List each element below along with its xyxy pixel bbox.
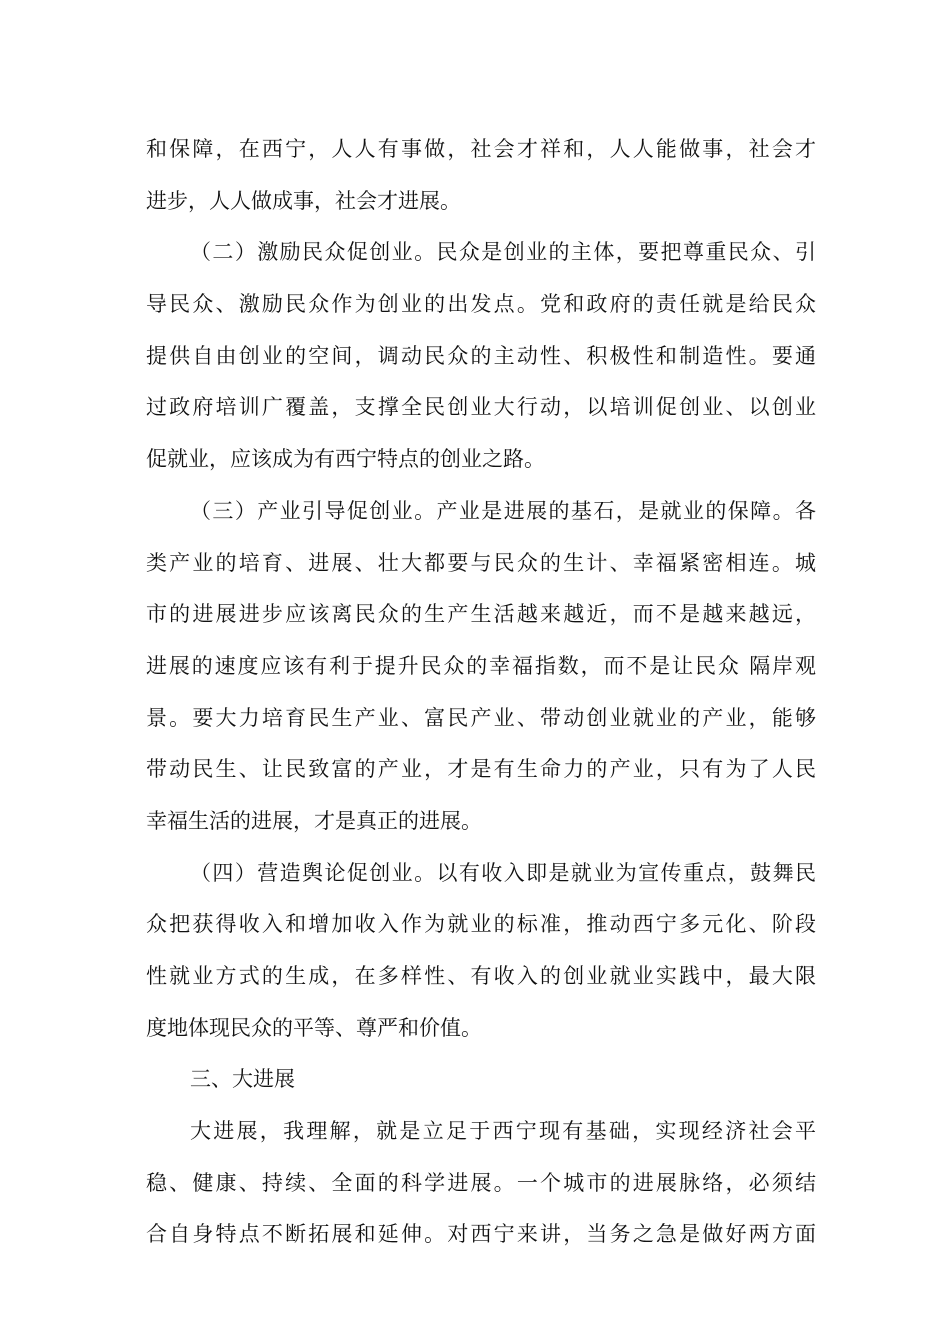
text-line: 类产业的培育、进展、壮大都要与民众的生计、幸福紧密相连。城: [146, 550, 816, 575]
text-line: 大进展，我理解，就是立足于西宁现有基础，实现经济社会平: [190, 1119, 816, 1144]
text-line: 稳、健康、持续、全面的科学进展。一个城市的进展脉络，必须结: [146, 1170, 816, 1195]
text-line: 景。要大力培育民生产业、富民产业、带动创业就业的产业，能够: [146, 705, 816, 730]
text-line: 和保障，在西宁，人人有事做，社会才祥和，人人能做事，社会才: [146, 137, 816, 161]
text-line: 众把获得收入和增加收入作为就业的标准，推动西宁多元化、阶段: [146, 912, 816, 937]
text-line: （三）产业引导促创业。产业是进展的基石，是就业的保障。各: [190, 498, 816, 523]
text-line: 性就业方式的生成，在多样性、有收入的创业就业实践中，最大限: [146, 964, 816, 988]
text-line: 度地体现民众的平等、尊严和价值。: [146, 1015, 482, 1040]
text-line: 促就业，应该成为有西宁特点的创业之路。: [146, 447, 545, 472]
text-line: （四）营造舆论促创业。以有收入即是就业为宣传重点，鼓舞民: [190, 860, 816, 885]
text-line: 提供自由创业的空间，调动民众的主动性、积极性和制造性。要通: [146, 343, 816, 368]
text-line: 进展的速度应该有利于提升民众的幸福指数，而不是让民众 隔岸观: [146, 653, 816, 678]
text-line: 过政府培训广覆盖，支撑全民创业大行动，以培训促创业、以创业: [146, 395, 816, 420]
text-line: 导民众、激励民众作为创业的出发点。党和政府的责任就是给民众: [146, 292, 816, 317]
text-line: 市的进展进步应该离民众的生产生活越来越近，而不是越来越远，: [146, 602, 816, 627]
text-line: 带动民生、让民致富的产业，才是有生命力的产业，只有为了人民: [146, 757, 816, 782]
body-text: [146, 124, 816, 1261]
text-line: 合自身特点不断拓展和延伸。对西宁来讲，当务之急是做好两方面: [146, 1222, 816, 1247]
text-line: （二）激励民众促创业。民众是创业的主体，要把尊重民众、引: [190, 240, 816, 265]
text-line: 进步，人人做成事，社会才进展。: [146, 188, 461, 213]
text-line: 三、大进展: [190, 1067, 295, 1092]
text-line: 幸福生活的进展，才是真正的进展。: [146, 808, 482, 833]
